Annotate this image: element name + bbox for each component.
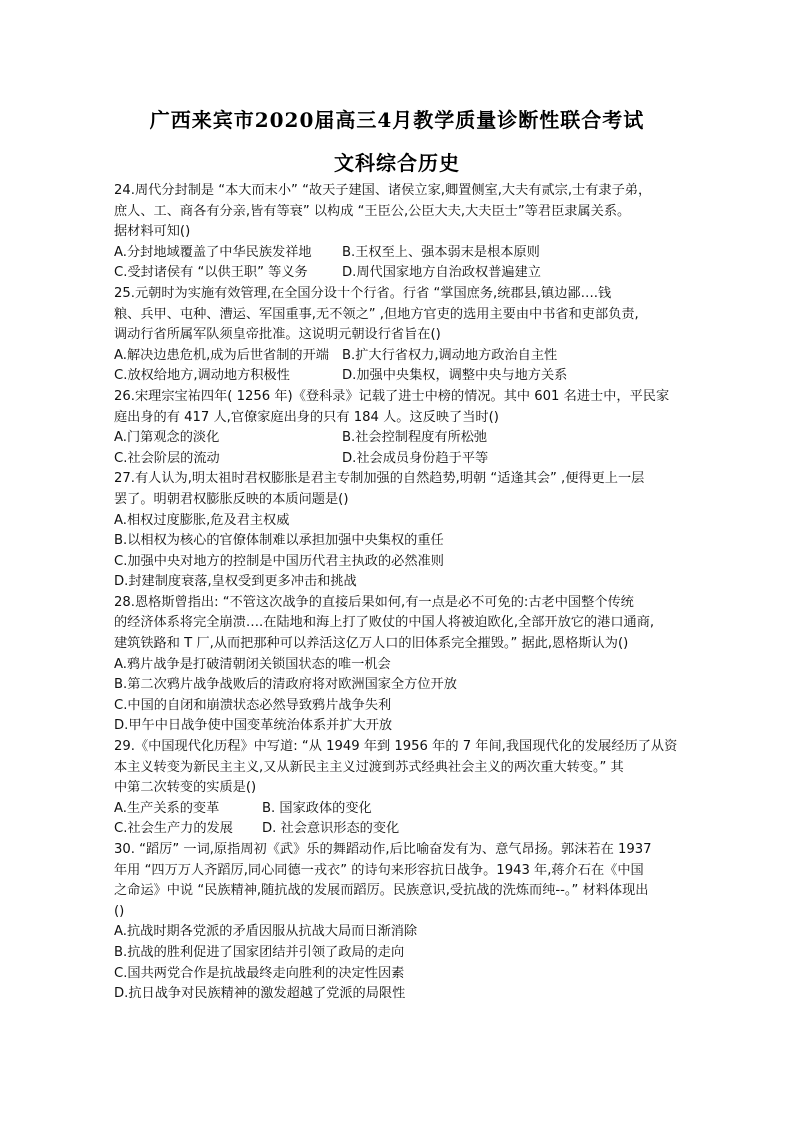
q24-option-c: C.受封诸侯有 “以供王职” 等义务 <box>114 265 308 281</box>
q27-option-c: C.加强中央对地方的控制是中国历代君主执政的必然准则 <box>114 553 444 569</box>
q25-stem-line: 调动行省所属军队须皇帝批准。这说明元朝设行省旨在() <box>114 327 441 343</box>
q25-option-d: D.加强中央集权，调整中央与地方关系 <box>342 368 568 384</box>
q24-options-row <box>114 243 694 264</box>
q30-option-a: A.抗战时期各党派的矛盾因服从抗战大局而日渐消除 <box>114 924 418 940</box>
q30-stem-line: 30. “蹈厉” 一词,原指周初《武》乐的舞蹈动作,后比喻奋发有为、意气昂扬。郭沫若在 1937 <box>114 842 652 857</box>
q28-option-d: D.甲午中日战争使中国变革统治体系并扩大开放 <box>114 718 393 734</box>
q27-option-a: A.相权过度膨胀,危及君主权威 <box>114 512 290 528</box>
q25-option-a: A.解决边患危机,成为后世省制的开端 <box>114 347 329 363</box>
q27-stem-line: 27.有人认为,明太祖时君权膨胀是君主专制加强的自然趋势,明朝 “适逢其会” ,便得更上一层 <box>114 471 645 487</box>
q30-option-b: B.抗战的胜利促进了国家团结并引领了政局的走向 <box>114 944 405 960</box>
question-list <box>114 181 694 1005</box>
q30-stem-line: 之命运》中说 “民族精神,随抗战的发展而蹈厉。民族意识,受抗战的洗炼而纯--。” 材料体现出 <box>114 883 649 899</box>
q29-option-d: D. 社会意识形态的变化 <box>262 821 400 837</box>
q28-option-b: B.第二次鸦片战争战败后的清政府将对欧洲国家全方位开放 <box>114 677 457 693</box>
q24-stem-line: 24.周代分封制是 “本大而末小” “故天子建国、诸侯立家,卿置侧室,大夫有贰宗,士有隶子弟， <box>114 183 652 198</box>
q29-options-row <box>114 819 694 840</box>
q28-stem-line: 的经济体系将完全崩溃….在陆地和海上打了败仗的中国人将被迫欧化,全部开放它的港口通商, <box>114 615 655 631</box>
q26-stem-line: 26.宋理宗宝祐四年( 1256 年)《登科录》记载了进士中榜的情况。其中 601 名进士中，平民家 <box>114 388 670 404</box>
q26-option-a: A.门第观念的淡化 <box>114 430 220 446</box>
q28-stem-line: 28.恩格斯曾指出: “不管这次战争的直接后果如何,有一点是必不可免的:古老中国整个传统 <box>114 594 634 610</box>
q25-option-b: B.扩大行省权力,调动地方政治自主性 <box>342 347 558 363</box>
q26-options-row <box>114 449 694 470</box>
q25-options-row <box>114 366 694 387</box>
q28-option-a: A.鸦片战争是打破清朝闭关锁国状态的唯一机会 <box>114 656 391 672</box>
q29-option-a: A.生产关系的变革 <box>114 800 220 816</box>
q26-option-c: C.社会阶层的流动 <box>114 450 220 466</box>
q25-stem-line: 粮、兵甲、屯种、漕运、军国重事,无不领之” ,但地方官吏的选用主要由中书省和吏部负责, <box>114 306 639 322</box>
exam-title: 广西来宾市2020届高三4月教学质量诊断性联合考试 <box>149 108 645 132</box>
q24-option-d: D.周代国家地方自治政权普遍建立 <box>342 265 541 281</box>
q30-option-d: D.抗日战争对民族精神的激发超越了党派的局限性 <box>114 986 406 1002</box>
q30-stem-line: () <box>114 903 125 919</box>
q25-option-c: C.放权给地方,调动地方积极性 <box>114 368 290 384</box>
q25-stem-line: 25.元朝时为实施有效管理,在全国分设十个行省。行省 “掌国庶务,统郡县,镇边鄙….钱 <box>114 285 612 301</box>
q29-stem-line: 本主义转变为新民主主义,又从新民主主义过渡到苏式经典社会主义的两次重大转变。” 其 <box>114 759 624 775</box>
q26-stem-line: 庭出身的有 417 人,官僚家庭出身的只有 184 人。这反映了当时() <box>114 409 499 425</box>
q27-option-b: B.以相权为核心的官僚体制难以承担加强中央集权的重任 <box>114 533 444 549</box>
q27-option-d: D.封建制度衰落,皇权受到更多冲击和挑战 <box>114 574 357 590</box>
q29-option-c: C.社会生产力的发展 <box>114 821 233 837</box>
q25-options-row <box>114 346 694 367</box>
q24-stem-line: 据材料可知() <box>114 224 191 240</box>
q28-stem-line: 建筑铁路和 T 厂,从而把那种可以养活这亿万人口的旧体系完全摧毁。” 据此,恩格斯认为() <box>114 636 629 652</box>
q24-option-b: B.王权至上、强本弱末是根本原则 <box>342 244 540 260</box>
q29-options-row <box>114 799 694 820</box>
q24-stem-line: 庶人、工、商各有分亲,皆有等衰” 以构成 “王臣公,公臣大夫,大夫臣士”等君臣隶属关系。 <box>114 203 631 219</box>
q30-option-c: C.国共两党合作是抗战最终走向胜利的决定性因素 <box>114 965 405 981</box>
q26-option-b: B.社会控制程度有所松弛 <box>342 430 488 446</box>
q29-stem-line: 29.《中国现代化历程》中写道: “从 1949 年到 1956 年的 7 年间,我国现代化的发展经历了从资 <box>114 739 678 755</box>
q29-stem-line: 中第二次转变的实质是() <box>114 780 257 796</box>
q30-stem-line: 年用 “四万万人齐蹈厉,同心同德一戎衣” 的诗句来形容抗日战争。1943 年,蒋介石在《中国 <box>114 862 644 878</box>
q29-option-b: B. 国家政体的变化 <box>262 800 372 816</box>
q26-options-row <box>114 428 694 449</box>
q24-options-row <box>114 263 694 284</box>
exam-subtitle: 文科综合历史 <box>334 151 460 175</box>
q28-option-c: C.中国的自闭和崩溃状态必然导致鸦片战争失利 <box>114 697 392 713</box>
q24-option-a: A.分封地域覆盖了中华民族发祥地 <box>114 244 312 260</box>
q26-option-d: D.社会成员身份趋于平等 <box>342 450 489 466</box>
q27-stem-line: 罢了。明朝君权膨胀反映的本质问题是() <box>114 491 349 507</box>
